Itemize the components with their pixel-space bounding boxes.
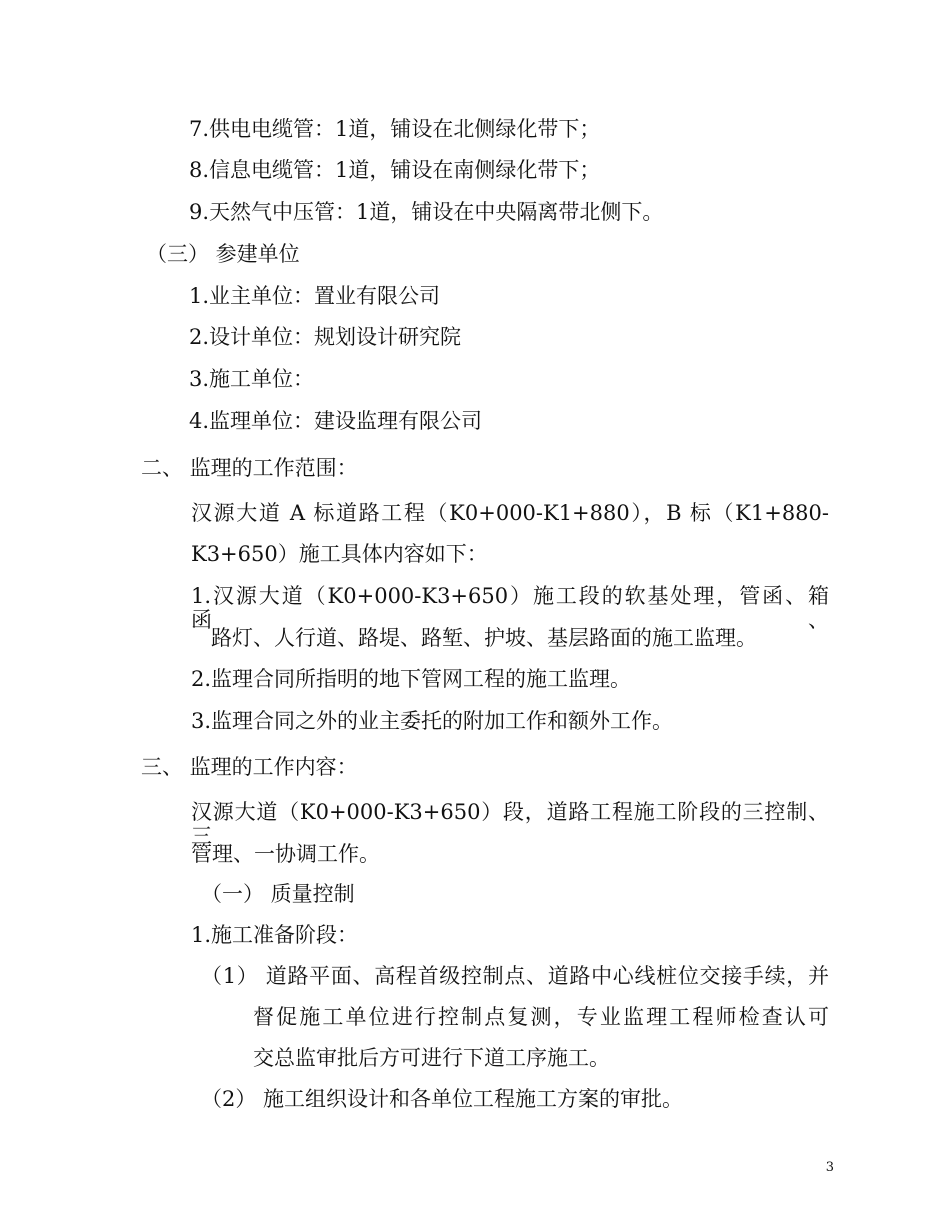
section-heading-content: 三、 监理的工作内容： [141,755,358,779]
text-line-scope-intro-cont: K3+650）施工具体内容如下： [191,542,488,566]
text-line-step-2: （2） 施工组织设计和各单位工程施工方案的审批。 [201,1087,684,1111]
subsection-heading-quality: （一） 质量控制 [201,882,355,906]
text-line-scope-intro: 汉源大道 A 标道路工程（K0+000-K1+880），B 标（K1+880- [191,501,829,525]
text-line-scope-item-1-cont: 路灯、人行道、路堤、路堑、护坡、基层路面的施工监理。 [211,626,757,650]
text-line-owner: 1.业主单位：置业有限公司 [189,284,441,308]
text-line-step-1-cont: 督促施工单位进行控制点复测，专业监理工程师检查认可 [253,1005,829,1029]
text-line-content-intro-cont: 管理、一协调工作。 [191,842,380,866]
text-line-designer: 2.设计单位：规划设计研究院 [189,325,462,349]
text-line-pipe-gas: 9.天然气中压管：1道，铺设在中央隔离带北侧下。 [189,200,664,224]
text-line-pipe-power: 7.供电电缆管：1道，铺设在北侧绿化带下； [189,117,601,141]
page-number: 3 [825,1160,834,1175]
text-line-contractor: 3.施工单位： [189,367,315,391]
text-line-content-intro: 汉源大道（K0+000-K3+650）段，道路工程施工阶段的三控制、三 [191,800,829,848]
text-line-supervisor: 4.监理单位：建设监理有限公司 [189,409,483,433]
text-line-pipe-telecom: 8.信息电缆管：1道，铺设在南侧绿化带下； [189,158,601,182]
text-line-step-1-end: 交总监审批后方可进行下道工序施工。 [253,1046,610,1070]
text-line-scope-item-1: 1.汉源大道（K0+000-K3+650）施工段的软基处理，管函、箱函、 [191,584,829,632]
text-line-scope-item-3: 3.监理合同之外的业主委托的附加工作和额外工作。 [191,709,674,733]
section-heading-scope: 二、 监理的工作范围： [141,456,358,480]
text-line-scope-item-2: 2.监理合同所指明的地下管网工程的施工监理。 [191,667,632,691]
text-line-step-1: （1） 道路平面、高程首级控制点、道路中心线桩位交接手续，并 [201,964,829,988]
section-heading-participants: （三） 参建单位 [146,242,300,266]
text-line-preparation-stage: 1.施工准备阶段： [191,923,359,947]
